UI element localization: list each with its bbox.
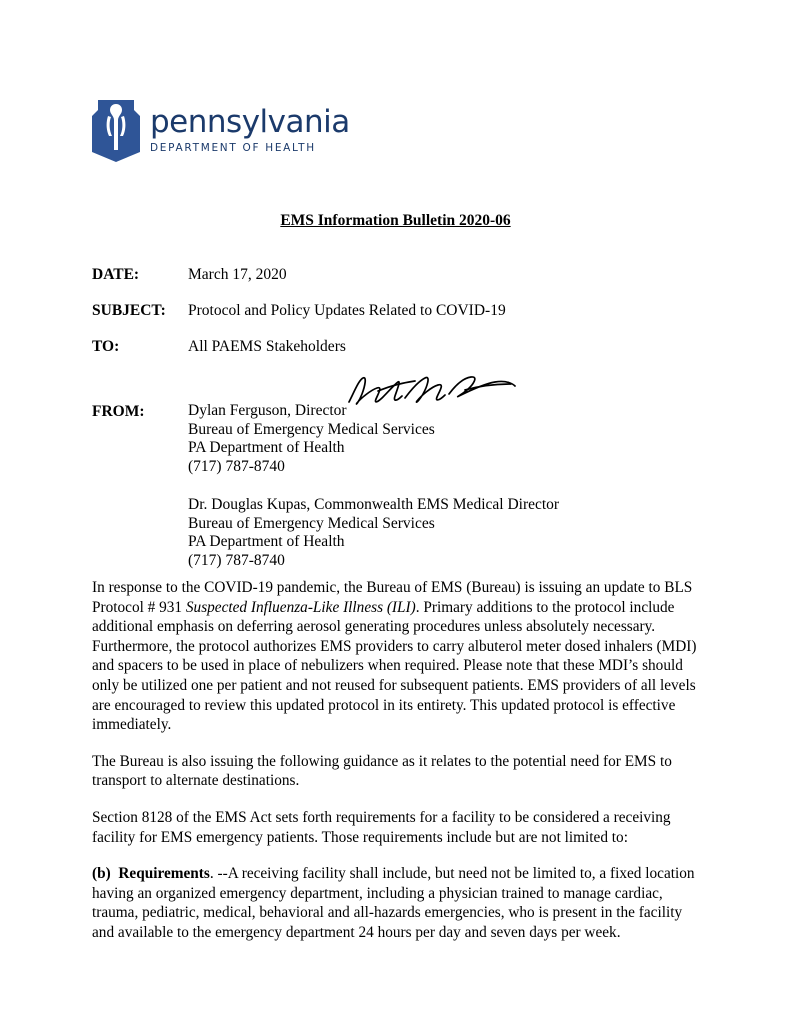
pennsylvania-keystone-caduceus-icon (92, 100, 140, 162)
from-secondary-line-3: PA Department of Health (188, 533, 345, 550)
from-row (92, 402, 702, 476)
body-p4-heading: Requirements (118, 865, 210, 883)
body-content (92, 578, 704, 960)
body-paragraph-2: The Bureau is also issuing the following guidance as it relates to the potential need for EMS to transport to alternate destinations. (92, 752, 672, 790)
field-row-to (92, 338, 702, 356)
field-row-subject (92, 302, 702, 320)
field-label-from: FROM: (92, 403, 145, 420)
from-primary-line-4: (717) 787-8740 (188, 457, 285, 475)
page-title: EMS Information Bulletin 2020-06 (280, 212, 511, 229)
from-block (92, 402, 702, 570)
letterhead (92, 100, 350, 162)
field-value-to: All PAEMS Stakeholders (188, 338, 346, 355)
header-fields (92, 266, 702, 374)
from-primary-line-1: Dylan Ferguson, Director (188, 402, 347, 419)
from-primary-line-3: PA Department of Health (188, 439, 345, 456)
field-label-subject: SUBJECT: (92, 302, 166, 319)
from-primary-line-2: Bureau of Emergency Medical Services (188, 420, 435, 438)
field-value-date: March 17, 2020 (188, 266, 287, 283)
field-row-date (92, 266, 702, 284)
from-secondary-line-2: Bureau of Emergency Medical Services (188, 514, 435, 532)
letterhead-wordmark (150, 100, 350, 154)
body-paragraph-4 (92, 864, 704, 942)
from-secondary-line-1: Dr. Douglas Kupas, Commonwealth EMS Medical Director (188, 496, 560, 513)
field-value-subject: Protocol and Policy Updates Related to COVID-19 (188, 302, 506, 319)
body-p4-rest: . --A receiving facility shall include, but need not be limited to, a fixed location having an organized emergency department, including a physician trained to manage cardiac, trauma, pediatric, medical, behavioral and all-hazards emergencies, who is present in the facility and available to the emergency department 24 hours per day and seven days per week. (92, 865, 695, 941)
field-label-date: DATE: (92, 266, 140, 283)
department-name: DEPARTMENT OF HEALTH (150, 142, 316, 154)
brand-name: pennsylvania (150, 104, 350, 140)
body-paragraph-1 (92, 578, 704, 735)
body-paragraph-3: Section 8128 of the EMS Act sets forth requirements for a facility to be considered a receiving facility for EMS emergency patients. Those requirements include but are not limited to: (92, 808, 671, 846)
body-p1-italic: Suspected Influenza-Like Illness (ILI) (185, 598, 416, 616)
body-p1-part2: . Primary additions to the protocol include additional emphasis on deferring aerosol generating procedures unless absolutely necessary. Furthermore, the protocol authorizes EMS providers to carry albuterol meter dosed inhalers (MDI) and spacers to be used in place of nebulizers when required. Please note that these MDI’s should only be utilized one per patient and not reused for subsequent patients. EMS providers of all levels are encouraged to review this updated protocol in its entirety. This updated protocol is effective immediately. (92, 598, 697, 734)
from-secondary-contact (188, 496, 702, 570)
from-secondary-line-4: (717) 787-8740 (188, 551, 285, 569)
body-p4-label: (b) (92, 865, 111, 883)
body-p1-part1: In response to the COVID-19 pandemic, the Bureau of EMS (Bureau) is issuing an update to BLS Protocol # 931 (92, 579, 693, 616)
field-label-to: TO: (92, 338, 120, 355)
from-primary-contact (188, 402, 435, 476)
